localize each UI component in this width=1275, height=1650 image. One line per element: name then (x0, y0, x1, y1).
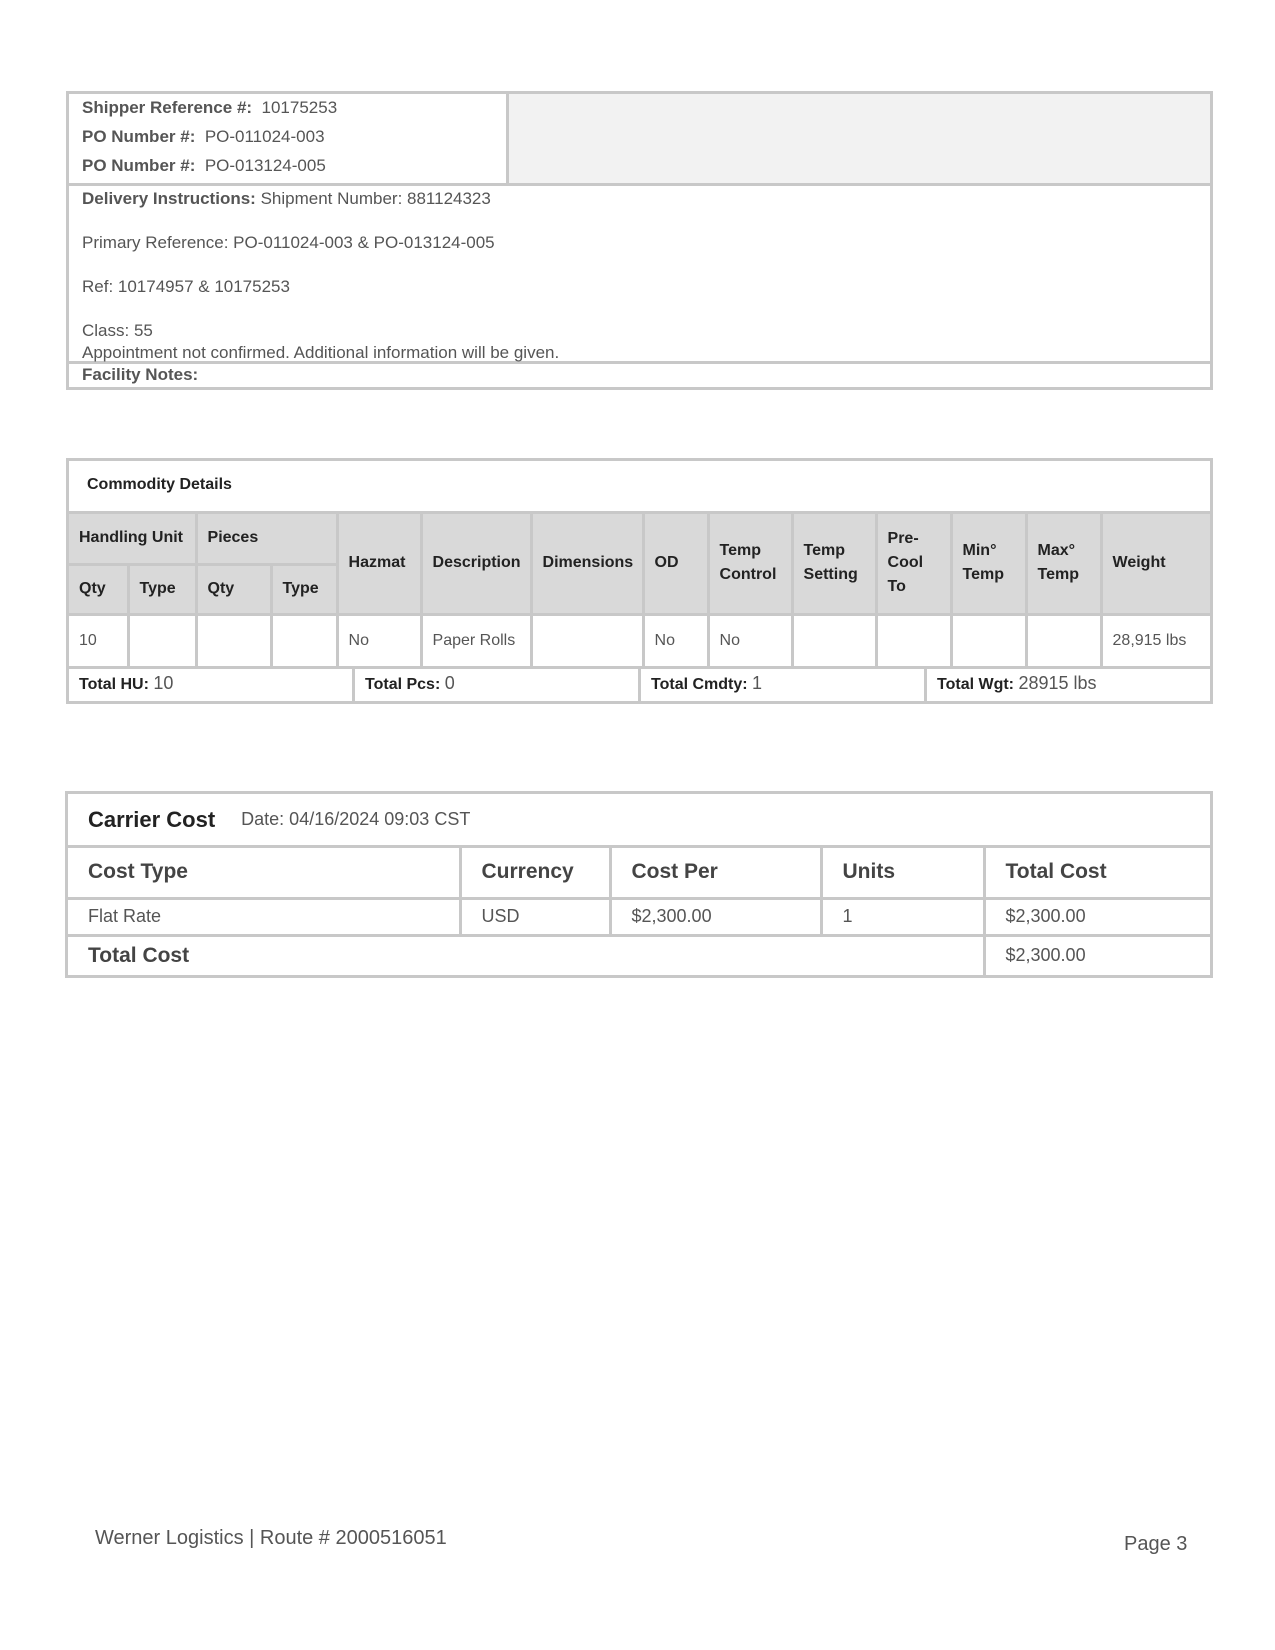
cost-type-cell: Flat Rate (68, 898, 460, 935)
delivery-line-text: Primary Reference: PO-011024-003 & PO-013124-005 (82, 233, 495, 252)
cost-per-header: Cost Per (610, 848, 821, 898)
temp-control-header: Temp Control (708, 514, 792, 614)
total-wgt-label: Total Wgt: (937, 675, 1015, 693)
commodity-details-section (66, 458, 1213, 704)
total-cost-value: $2,300.00 (984, 935, 1210, 975)
cost-per-cell: $2,300.00 (610, 898, 821, 935)
pcs-qty-header: Qty (196, 564, 271, 614)
total-wgt-value: 28915 lbs (1018, 672, 1097, 693)
delivery-line-text: Class: 55 (82, 321, 153, 340)
carrier-cost-section (65, 791, 1213, 978)
po-number (82, 125, 506, 154)
carrier-cost-date: Date: 04/16/2024 09:03 CST (241, 809, 471, 829)
temp-setting-cell (792, 614, 876, 667)
weight-header: Weight (1101, 514, 1210, 614)
delivery-line (82, 320, 1210, 342)
carrier-cost-table (68, 848, 1210, 975)
total-cost-header: Total Cost (984, 848, 1210, 898)
hazmat-header: Hazmat (337, 514, 421, 614)
carrier-cost-header (68, 794, 1210, 848)
min-temp-header: Min° Temp (951, 514, 1026, 614)
commodity-totals (69, 669, 1210, 701)
total-hu (69, 669, 355, 701)
delivery-line (82, 276, 1210, 320)
currency-header: Currency (460, 848, 610, 898)
reference-section (66, 91, 1213, 390)
total-pcs (355, 669, 641, 701)
delivery-line (82, 342, 1210, 364)
po-number-value: PO-011024-003 (204, 127, 325, 146)
min-temp-cell (951, 614, 1026, 667)
pcs-type-cell (271, 614, 337, 667)
hu-qty-header: Qty (69, 564, 128, 614)
delivery-line-text: Shipment Number: 881124323 (260, 189, 491, 208)
footer-route: Werner Logistics | Route # 2000516051 (95, 1527, 447, 1549)
delivery-instructions-label: Delivery Instructions: (82, 189, 256, 208)
delivery-line-text: Ref: 10174957 & 10175253 (82, 277, 290, 296)
reference-blank-panel (509, 94, 1210, 183)
total-pcs-label: Total Pcs: (365, 675, 441, 693)
pcs-qty-cell (196, 614, 271, 667)
description-cell: Paper Rolls (421, 614, 531, 667)
temp-control-cell: No (708, 614, 792, 667)
commodity-table (69, 514, 1210, 669)
temp-setting-header: Temp Setting (792, 514, 876, 614)
max-temp-cell (1026, 614, 1101, 667)
total-row (68, 935, 1210, 975)
cost-type-header: Cost Type (68, 848, 460, 898)
handling-unit-header: Handling Unit (69, 514, 196, 564)
description-header: Description (421, 514, 531, 614)
od-header: OD (643, 514, 708, 614)
hu-qty-cell: 10 (69, 614, 128, 667)
shipper-reference-value: 10175253 (261, 98, 338, 117)
total-cost-label: Total Cost (68, 935, 984, 975)
shipper-reference-label: Shipper Reference #: (82, 98, 253, 117)
reference-list (69, 94, 509, 183)
shipper-reference (82, 96, 506, 125)
page-number: Page 3 (1124, 1533, 1188, 1555)
total-hu-value: 10 (153, 672, 174, 693)
po-number-label: PO Number #: (82, 156, 196, 175)
max-temp-header: Max° Temp (1026, 514, 1101, 614)
delivery-line-text: Appointment not confirmed. Additional information will be given. (82, 343, 560, 362)
total-cmdty-value: 1 (752, 672, 763, 693)
po-number-value: PO-013124-005 (204, 156, 326, 175)
facility-notes (69, 364, 1210, 387)
po-number (82, 154, 506, 183)
total-cost-cell: $2,300.00 (984, 898, 1210, 935)
dimensions-cell (531, 614, 643, 667)
table-row (69, 614, 1210, 667)
hu-type-cell (128, 614, 196, 667)
weight-cell: 28,915 lbs (1101, 614, 1210, 667)
currency-cell: USD (460, 898, 610, 935)
precool-header: Pre-Cool To (876, 514, 951, 614)
carrier-cost-title: Carrier Cost (88, 806, 216, 832)
table-row (68, 898, 1210, 935)
total-hu-label: Total HU: (79, 675, 149, 693)
total-cmdty (641, 669, 927, 701)
total-wgt (927, 669, 1210, 701)
hazmat-cell: No (337, 614, 421, 667)
facility-notes-label: Facility Notes: (82, 365, 199, 384)
po-number-label: PO Number #: (82, 127, 196, 146)
units-cell: 1 (821, 898, 984, 935)
pcs-type-header: Type (271, 564, 337, 614)
pieces-header: Pieces (196, 514, 337, 564)
delivery-line (82, 232, 1210, 276)
od-cell: No (643, 614, 708, 667)
precool-cell (876, 614, 951, 667)
units-header: Units (821, 848, 984, 898)
total-pcs-value: 0 (444, 672, 455, 693)
dimensions-header: Dimensions (531, 514, 643, 614)
commodity-details-title: Commodity Details (69, 461, 1210, 514)
reference-header (69, 94, 1210, 186)
hu-type-header: Type (128, 564, 196, 614)
delivery-line (82, 188, 1210, 232)
total-cmdty-label: Total Cmdty: (651, 675, 748, 693)
delivery-instructions (69, 186, 1210, 364)
